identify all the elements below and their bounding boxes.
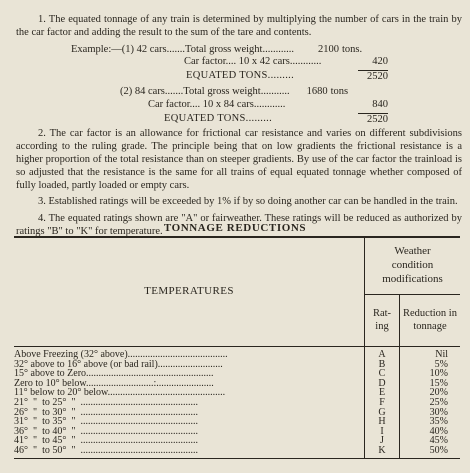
rule-3: 3. Established ratings will be exceeded by 1% if by so doing another car can be handled in the train. (38, 196, 458, 208)
table-header (14, 238, 460, 347)
reduction-cell: 25% (429, 397, 448, 408)
table-row: 26° " to 30° " ............................................... (14, 407, 198, 418)
example-2-equated-row: EQUATED TONS......... 2520 (164, 112, 388, 125)
rules-section (16, 14, 462, 243)
rating-cell: A (378, 350, 386, 360)
rating-cell: E (378, 388, 386, 398)
reduction-cell: 35% (429, 417, 448, 427)
table-row: 21° " to 25° " ............................................... (14, 397, 198, 408)
table-row: 36° " to 40° " ............................................... (14, 426, 198, 437)
reduction-cell: 5% (434, 359, 448, 370)
reduction-cell: 45% (429, 436, 448, 446)
rating-cell: I (380, 426, 384, 437)
reduction-cell: 15% (429, 378, 448, 389)
example-2 (16, 86, 462, 126)
header-weather-group (365, 238, 460, 346)
example-2-factor-row: Car factor.... 10 x 84 cars............ 840 (148, 98, 388, 110)
reduction-cell: 40% (429, 426, 448, 437)
table-row: 41° " to 45° " ............................................... (14, 436, 198, 446)
reduction-cell: 50% (429, 445, 448, 456)
table-row: 15° above to Zero................................................... (14, 369, 214, 379)
example-1-equated-row: EQUATED TONS......... 2520 (186, 70, 388, 83)
example-1-factor-row: Car factor.... 10 x 42 cars............ 420 (184, 56, 388, 68)
rating-cell: B (378, 359, 386, 370)
rating-cell: H (378, 417, 386, 427)
table-row: 31° " to 35° " ............................................... (14, 417, 198, 427)
rating-cell: J (380, 436, 384, 446)
rating-cell: D (378, 378, 386, 389)
table-heading: TONNAGE REDUCTIONS (163, 222, 307, 234)
table-row: 32° above to 16° above (or bad rail).......................... (14, 359, 223, 370)
example-1 (16, 44, 462, 84)
header-weather-condition: Weather condition modifications (365, 238, 460, 295)
rule-4: 4. The equated ratings shown are "A" or fairweather. These ratings will be reduced as authorized by ratings "B" to "K" for temperature. (16, 213, 462, 237)
reduction-cell: 10% (429, 369, 448, 379)
reduction-column (400, 347, 460, 458)
rating-cell: F (379, 397, 385, 408)
reduction-cell: 30% (429, 407, 448, 418)
example-2-gross-row: (2) 84 cars....... Total gross weight........... 1680 tons (120, 85, 349, 97)
table-row: Above Freezing (32° above)........................................ (14, 350, 228, 360)
header-temperatures: TEMPERATURES (14, 238, 365, 346)
header-rating: Rat- ing (365, 295, 400, 346)
rating-cell: G (378, 407, 386, 418)
rule-1: 1. The equated tonnage of any train is determined by multiplying the number of cars in the train by the car factor and adding the result to the sum of the tare and contents. (16, 14, 462, 38)
table-row: Zero to 10° below...........................:....................... (14, 378, 214, 389)
header-subcolumns (365, 295, 460, 346)
example-1-gross-row: Example:—(1) 42 cars....... Total gross weight............ 2100 tons. (71, 43, 363, 55)
rating-cell: C (378, 369, 386, 379)
header-reduction: Reduction in tonnage (403, 307, 457, 332)
table-body (14, 347, 460, 458)
rating-column (365, 347, 400, 458)
reduction-cell: 20% (429, 388, 448, 398)
tonnage-reductions-table (14, 236, 460, 459)
reduction-cell: Nil (435, 350, 448, 360)
rule-2: 2. The car factor is an allowance for frictional car resistance and varies on different subdivisions according to the ruling grade. The principle being that on low gradients the frictional resistance is a higher proportion of the total resistance than on steeper gradients. By use of the car factor the trainload is so adjusted that the resistance is the same for all trains of equal equated tonnage whether composed of fully loaded, partly loaded or empty cars. (16, 128, 462, 191)
rating-cell: K (378, 445, 386, 456)
temperature-column (14, 347, 365, 458)
table-row: 11° below to 20° below............................................... (14, 388, 226, 398)
table-row: 46° " to 50° " ............................................... (14, 445, 198, 456)
